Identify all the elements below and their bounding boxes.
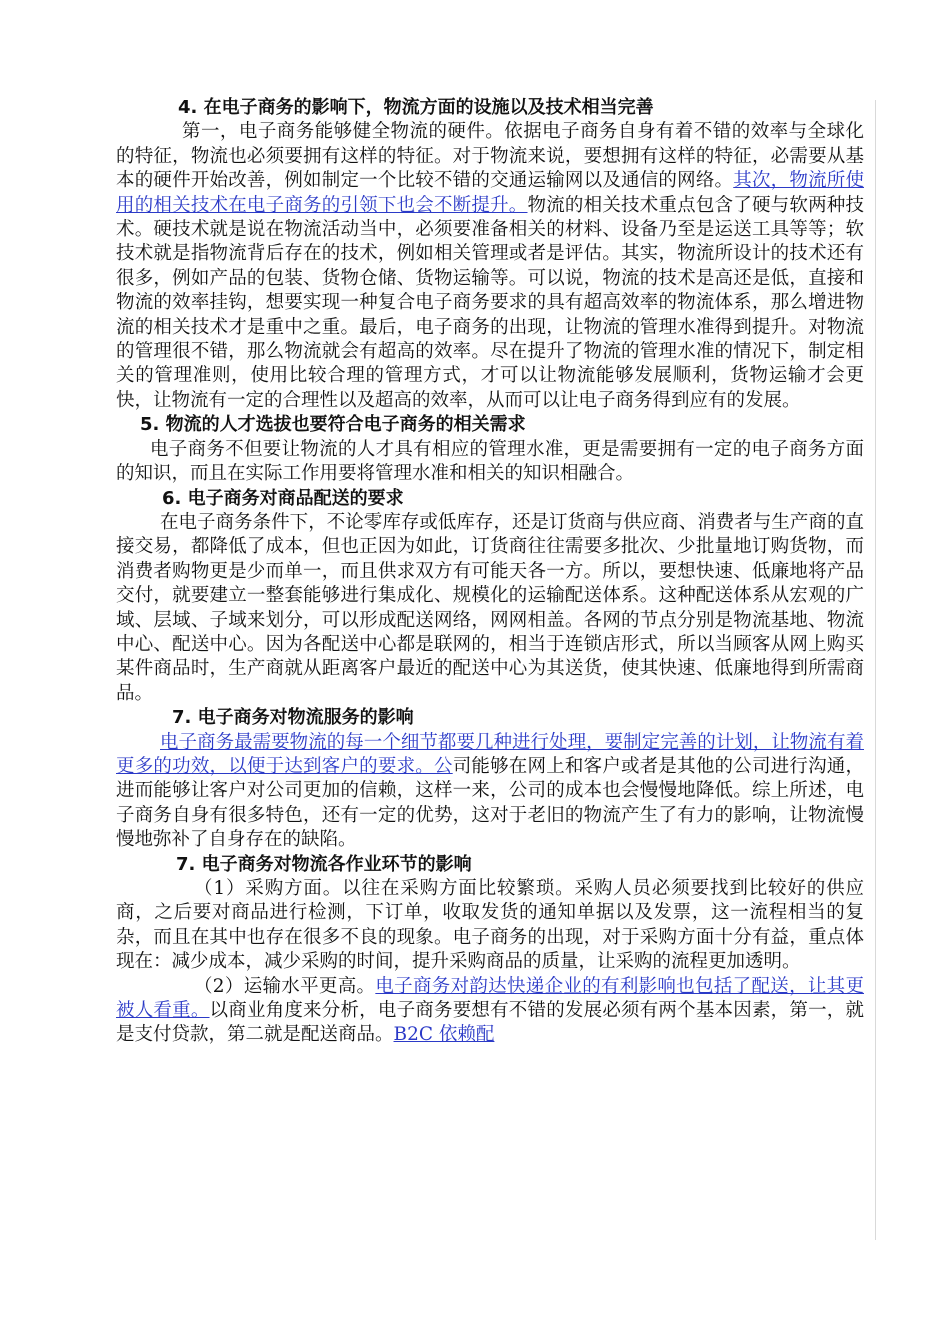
section-7-service-link[interactable]: 电子商务最需要物流的每一个细节都要几种进行处理，要制定完善的计划，让物流有着更多的功效，以便于达到客户的要求。公 (116, 731, 864, 777)
section-6-heading: 6. 电子商务对商品配送的要求 (162, 487, 404, 509)
transport-link[interactable]: 电子商务对韵达快递企业的有利影响也包括了配送，让其更被人看重。 (116, 975, 864, 1022)
procurement-paragraph: （1）采购方面。以往在采购方面比较繁琐。采购人员必须要找到比较好的供应商，之后要对商品进行检测，下订单，收取发货的通知单据以及发票，这一流程相当的复杂，而且在其中也存在很多不良的现象。电子商务的出现，对于采购方面十分有益，重点体现在：减少成本，减少采购的时间，提升采购商品的质量，让采购的流程更加透明。 (116, 878, 864, 973)
section-4-paragraph (116, 120, 864, 413)
section-4-text-b: 物流的相关技术重点包含了硬与软两种技术。硬技术就是说在物流活动当中，必须要准备相关的材料、设备乃至是运送工具等等；软技术就是指物流背后存在的技术，例如相关管理或者是评估。其实，物流所设计的技术还有很多，例如产品的包装、货物仓储、货物运输等。可以说，物流的技术是高还是低，直接和物流的效率挂钩，想要实现一种复合电子商务要求的具有超高效率的物流体系，那么增进物流的相关技术才是重中之重。最后，电子商务的出现，让物流的管理水准得到提升。对物流的管理很不错，那么物流就会有超高的效率。尽在提升了物流的管理水准的情况下，制定相关的管理准则，使用比较合理的管理方式，才可以让物流能够发展顺利，货物运输才会更快，让物流有一定的合理性以及超高的效率，从而可以让电子商务得到应有的发展。 (116, 194, 864, 411)
section-4-link[interactable]: 其次，物流所使用的相关技术在电子商务的引领下也会不断提升。 (116, 170, 864, 216)
section-7-operations-heading: 7. 电子商务对物流各作业环节的影响 (176, 853, 472, 875)
section-4-text-a: 第一，电子商务能够健全物流的硬件。依据电子商务自身有着不错的效率与全球化的特征，物流也必须要拥有这样的特征。对于物流来说，要想拥有这样的特征，必需要从基本的硬件开始改善，例如制定一个比较不错的交通运输网以及通信的网络。 (116, 121, 864, 192)
right-margin-line (875, 100, 876, 1240)
section-5-paragraph: 电子商务不但要让物流的人才具有相应的管理水准，更是需要拥有一定的电子商务方面的知识，而且在实际工作用要将管理水准和相关的知识相融合。 (116, 438, 864, 485)
section-7-service-heading: 7. 电子商务对物流服务的影响 (172, 707, 414, 729)
section-5-heading: 5. 物流的人才选拔也要符合电子商务的相关需求 (140, 414, 526, 436)
section-7-service-paragraph (116, 731, 864, 853)
transport-lead: （2）运输水平更高。 (194, 975, 376, 997)
section-7-service-text: 司能够在网上和客户或者是其他的公司进行沟通，进而能够让客户对公司更加的信赖，这样一来，公司的成本也会慢慢地降低。综上所述，电子商务自身有很多特色，还有一定的优势，这对于老旧的物流产生了有力的影响，让物流慢慢地弥补了自身存在的缺陷。 (116, 755, 864, 851)
b2c-link[interactable]: B2C 依赖配 (393, 1024, 495, 1046)
transport-text: 以商业角度来分析，电子商务要想有不错的发展必须有两个基本因素，第一，就是支付贷款，第二就是配送商品。 (116, 1000, 864, 1046)
transport-paragraph (116, 975, 864, 1048)
document-body (116, 96, 864, 1048)
section-6-paragraph: 在电子商务条件下，不论零库存或低库存，还是订货商与供应商、消费者与生产商的直接交易，都降低了成本，但也正因为如此，订货商往往需要多批次、少批量地订购货物，而消费者购物更是少而单一，而且供求双方有可能天各一方。所以，要想快速、低廉地将产品交付，就要建立一整套能够进行集成化、规模化的运输配送体系。这种配送体系从宏观的广域、层域、子域来划分，可以形成配送网络，网网相盖。各网的节点分别是物流基地、物流中心、配送中心。因为各配送中心都是联网的，相当于连锁店形式，所以当顾客从网上购买某件商品时，生产商就从距离客户最近的配送中心为其送货，使其快速、低廉地得到所需商品。 (116, 511, 864, 704)
section-4-heading: 4. 在电子商务的影响下，物流方面的设施以及技术相当完善 (178, 97, 654, 118)
